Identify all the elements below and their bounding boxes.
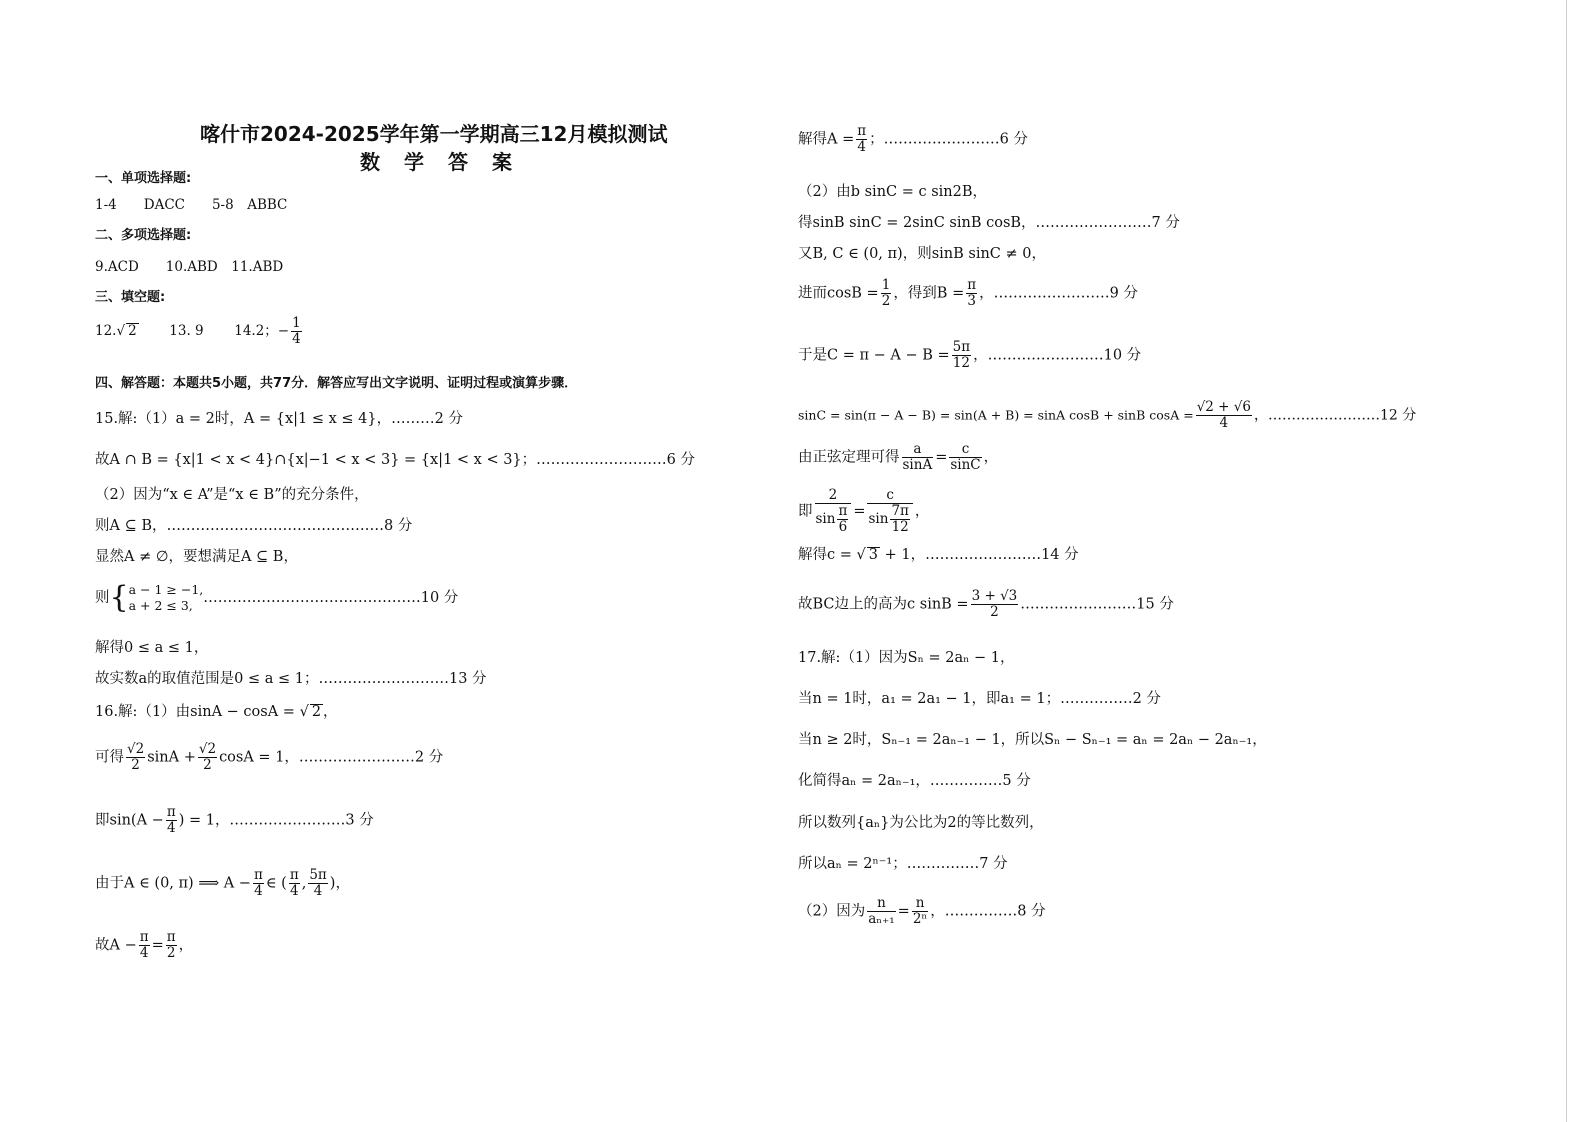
p16-line1-suffix: ，: [323, 704, 338, 720]
sinC-value-fraction: [1196, 400, 1252, 431]
fraction-numerator: √2 + √6: [1196, 399, 1251, 415]
fraction-denominator: 3: [967, 293, 976, 309]
height-value-fraction: [971, 589, 1019, 620]
p15-system-eq2: a + 2 ≤ 3,: [128, 598, 193, 613]
fraction-denominator: 4: [166, 820, 176, 836]
multi-choice-answers: 9.ACD 10.ABD 11.ABD: [95, 259, 284, 275]
five-pi-over-12-fraction: [952, 340, 971, 371]
r-line11-suffix: ……………………15 分: [1020, 596, 1174, 613]
pi-over-4-fraction: [856, 124, 867, 155]
r-line11-prefix: 故BC边上的高为c sinB =: [798, 596, 969, 613]
q13-answer: 13. 9: [169, 323, 204, 339]
r-line10-suffix: + 1，……………………14 分: [879, 547, 1079, 563]
fraction-numerator: π: [857, 123, 867, 139]
p16-line4: 由于A ∈ (0, π) ⟹ A − $\frac{\pi}{4}$ ∈ ( $\frac{\pi}{4}$ , $\frac{5\pi}{4}$ )，: [95, 867, 350, 899]
p15-system-score: ………………………………………10 分: [203, 590, 459, 606]
p16-line1-radicand: 2: [311, 704, 322, 720]
fraction-numerator: n: [867, 896, 895, 912]
two-over-sin-pi-6-fraction: [815, 488, 852, 535]
fraction-denominator: aₙ₊₁: [868, 911, 895, 927]
pi-over-2-fraction: [166, 930, 177, 961]
fraction-denominator: 12: [952, 355, 970, 371]
pi-over-4-fraction: [253, 868, 264, 899]
q12-radicand: 2: [128, 323, 137, 339]
r-line6-prefix: 于是C = π − A − B =: [798, 347, 950, 364]
sqrt-symbol: √: [856, 547, 866, 563]
fraction-numerator: π: [289, 867, 299, 883]
fraction-numerator: π: [838, 503, 848, 519]
sin-label: sin: [868, 511, 889, 527]
q14-fraction: [291, 316, 302, 347]
p16-line2: [95, 742, 443, 773]
fraction-denominator: 4: [857, 139, 866, 155]
p16-line1-prefix: 16.解:（1）由sinA − cosA =: [95, 704, 300, 720]
q14-denominator: 4: [292, 331, 301, 347]
r-line9: [798, 488, 929, 535]
one-half-fraction: [881, 278, 892, 309]
fraction-numerator: 2: [815, 488, 852, 504]
r-line10-radicand: 3: [868, 547, 878, 563]
section-heading-fill-blank: 三、填空题:: [95, 290, 166, 305]
n-over-2n-fraction: [912, 896, 928, 927]
r-line8-suffix: ，: [983, 449, 999, 466]
equals-sign: =: [151, 937, 164, 954]
r-line8-prefix: 由正弦定理可得: [798, 449, 900, 466]
r-line16: 所以数列{aₙ}为公比为2的等比数列，: [798, 815, 1044, 831]
r-line5-suffix: ，……………………9 分: [979, 285, 1138, 302]
p16-line3-suffix: ) = 1，……………………3 分: [178, 812, 374, 829]
fraction-denominator: sinC: [950, 457, 981, 473]
r-line5-mid: ，得到B =: [893, 285, 965, 302]
a-over-sinA-fraction: [902, 442, 934, 473]
fraction-denominator: [815, 504, 852, 535]
fraction-denominator: 6: [838, 519, 848, 535]
fraction-denominator: 2ⁿ: [912, 911, 928, 927]
r-line1-prefix: 解得A =: [798, 131, 855, 148]
p16-line4-prefix: 由于A ∈ (0, π) ⟹ A −: [95, 875, 251, 892]
section-heading-solutions: 四、解答题：本题共5小题，共77分．解答应写出文字说明、证明过程或演算步骤．: [95, 376, 578, 391]
p15-system: [129, 582, 204, 614]
fraction-denominator: 2: [203, 757, 212, 773]
pi-over-4-fraction: [139, 930, 150, 961]
r-line15: 化简得aₙ = 2aₙ₋₁，……………5 分: [798, 773, 1031, 789]
p16-line3: [95, 805, 374, 836]
pi-over-6-fraction: [837, 504, 848, 535]
p16-line2-prefix: 可得: [95, 749, 124, 766]
sqrt-symbol: √: [116, 323, 126, 339]
r-line5-prefix: 进而cosB =: [798, 285, 879, 302]
fraction-numerator: 5π: [309, 867, 327, 883]
r-line17: 所以aₙ = 2ⁿ⁻¹；……………7 分: [798, 856, 1008, 872]
r-line12: 17.解:（1）因为Sₙ = 2aₙ − 1，: [798, 650, 1015, 666]
r-line8: [798, 442, 998, 473]
fill-blank-answers: [95, 316, 304, 347]
sin-label: sin: [815, 511, 836, 527]
fraction-denominator: 4: [1219, 415, 1229, 431]
fraction-numerator: 5π: [952, 339, 971, 355]
p16-line5-prefix: 故A −: [95, 937, 137, 954]
p16-line2-mid: sinA +: [147, 749, 196, 766]
fraction-numerator: π: [166, 929, 176, 945]
sqrt2-over-2-fraction: [198, 742, 217, 773]
equals-sign: =: [935, 449, 948, 466]
fraction-denominator: 4: [254, 883, 263, 899]
r-line7-prefix: sinC = sin(π − A − B) = sin(A + B) = sinA cosB + sinB cosA =: [798, 407, 1194, 423]
p16-line2-suffix: cosA = 1，……………………2 分: [219, 749, 444, 766]
pi-over-3-fraction: [966, 278, 977, 309]
r-line9-prefix: 即: [798, 503, 813, 520]
p15-line4: 则A ⊆ B，………………………………………8 分: [95, 518, 413, 534]
r-line10: [798, 546, 1079, 564]
p15-line1: 15.解:（1）a = 2时，A = {x|1 ≤ x ≤ 4}，………2 分: [95, 411, 463, 427]
q14-numerator: 1: [292, 315, 301, 331]
r-line13: 当n = 1时，a₁ = 2a₁ − 1，即a₁ = 1；……………2 分: [798, 691, 1161, 707]
r-line10-prefix: 解得c =: [798, 547, 857, 563]
q14-prefix: 14.2；−: [234, 323, 290, 339]
fraction-numerator: √2: [127, 741, 145, 757]
r-line6-suffix: ，……………………10 分: [973, 347, 1142, 364]
fraction-denominator: 4: [289, 883, 299, 899]
r-line18: [798, 896, 1046, 927]
p15-line7: 解得0 ≤ a ≤ 1，: [95, 640, 209, 656]
fraction-numerator: c: [949, 442, 981, 458]
fraction-denominator: 12: [891, 519, 909, 535]
fraction-numerator: c: [867, 488, 912, 504]
fraction-denominator: 2: [131, 757, 140, 773]
page-title: 喀什市2024-2025学年第一学期高三12月模拟测试: [200, 122, 668, 146]
p16-line4-mid: ∈ (: [265, 875, 287, 892]
c-over-sinC-fraction: [949, 442, 981, 473]
p15-line5: 显然A ≠ ∅，要想满足A ⊆ B，: [95, 549, 298, 565]
fraction-numerator: 7π: [891, 503, 909, 519]
n-over-a-fraction: [867, 896, 895, 927]
p16-line3-prefix: 即sin(A −: [95, 812, 164, 829]
p15-system-prefix: 则: [95, 590, 110, 606]
p16-line1: [95, 703, 338, 721]
c-over-sin-7pi-12-fraction: [867, 488, 912, 535]
r-line14: 当n ≥ 2时，Sₙ₋₁ = 2aₙ₋₁ − 1，所以Sₙ − Sₙ₋₁ = aₙ = 2aₙ − 2aₙ₋₁，: [798, 732, 1267, 748]
p15-system-line: [95, 582, 458, 614]
r-line18-suffix: ，……………8 分: [930, 903, 1046, 920]
fraction-denominator: 2: [166, 945, 176, 961]
p15-line3: （2）因为“x ∈ A”是“x ∈ B”的充分条件，: [95, 487, 369, 503]
fraction-numerator: 3 + √3: [971, 588, 1018, 604]
fraction-denominator: 2: [990, 604, 999, 620]
fraction-numerator: π: [967, 277, 977, 293]
r-line3: 得sinB sinC = 2sinC sinB cosB，……………………7 分: [798, 215, 1180, 231]
equals-sign: =: [897, 903, 910, 920]
r-line4: 又B, C ∈ (0, π)，则sinB sinC ≠ 0，: [798, 246, 1046, 262]
five-pi-over-4-fraction: [308, 868, 327, 899]
p15-line8: 故实数a的取值范围是0 ≤ a ≤ 1；………………………13 分: [95, 671, 487, 687]
p16-line5-suffix: ，: [178, 937, 194, 954]
fraction-numerator: 1: [881, 277, 891, 293]
brace-symbol: {: [109, 580, 129, 615]
seven-pi-over-12-fraction: [890, 504, 909, 535]
fraction-numerator: π: [166, 804, 176, 820]
fraction-denominator: 4: [313, 883, 323, 899]
r-line11: [798, 589, 1174, 620]
fraction-numerator: π: [253, 867, 263, 883]
fraction-numerator: a: [902, 442, 934, 458]
pi-over-4-fraction: [289, 868, 300, 899]
fraction-denominator: sinA: [902, 457, 933, 473]
page-subtitle: 数 学 答 案: [360, 150, 514, 174]
r-line1-suffix: ；……………………6 分: [869, 131, 1028, 148]
r-line2: （2）由b sinC = c sin2B，: [798, 184, 988, 200]
fraction-numerator: √2: [198, 741, 217, 757]
sqrt2-over-2-fraction: [126, 742, 145, 773]
fraction-numerator: π: [139, 929, 149, 945]
pi-over-4-fraction: [166, 805, 177, 836]
fraction-numerator: n: [912, 896, 928, 912]
fraction-denominator: 2: [881, 293, 891, 309]
p16-line5: [95, 930, 193, 961]
r-line6: [798, 340, 1141, 371]
r-line1: [798, 124, 1028, 155]
p15-system-eq1: a − 1 ≥ −1,: [128, 582, 204, 597]
page-edge-line: [1566, 0, 1567, 1122]
p16-line4-suffix: )，: [329, 875, 350, 892]
r-line18-prefix: （2）因为: [798, 903, 866, 920]
p15-line2: 故A ∩ B = {x|1 < x < 4}∩{x|−1 < x < 3} = {x|1 < x < 3}；………………………6 分: [95, 452, 695, 468]
section-heading-single-choice: 一、单项选择题:: [95, 171, 192, 186]
r-line7: [798, 400, 1416, 431]
fraction-denominator: 4: [139, 945, 149, 961]
fraction-denominator: [867, 504, 912, 535]
equals-sign: =: [853, 503, 866, 520]
single-choice-answers: 1-4 DACC 5-8 ABBC: [95, 197, 288, 213]
r-line5: [798, 278, 1138, 309]
section-heading-multi-choice: 二、多项选择题:: [95, 228, 192, 243]
r-line7-suffix: ，……………………12 分: [1253, 407, 1417, 424]
sqrt-symbol: √: [299, 704, 309, 720]
r-line9-suffix: ，: [914, 503, 930, 520]
q12-label: 12.: [95, 323, 117, 339]
